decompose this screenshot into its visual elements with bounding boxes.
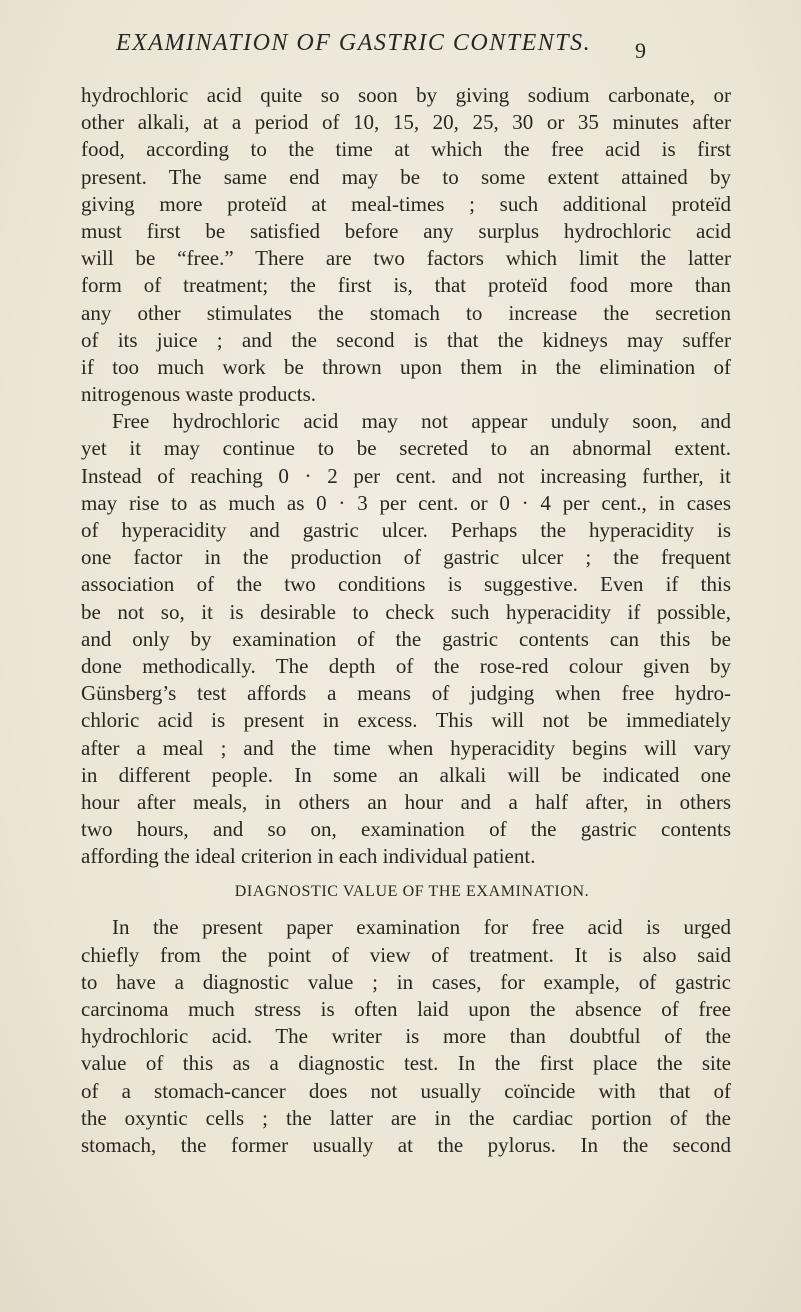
text-line: of its juice ; and the second is that the kidneys may suffer <box>81 327 731 352</box>
running-head: EXAMINATION OF GASTRIC CONTENTS. <box>116 30 592 56</box>
text-line: the oxyntic cells ; the latter are in the cardiac portion of the <box>81 1105 731 1130</box>
text-line: hour after meals, in others an hour and a half after, in others <box>81 789 731 814</box>
text-line: hydrochloric acid. The writer is more than doubtful of the <box>81 1024 731 1049</box>
text-line: hydrochloric acid quite so soon by giving sodium carbonate, or <box>81 83 731 107</box>
text-line: done methodically. The depth of the rose-red colour given by <box>81 653 731 678</box>
text-line: Instead of reaching 0 · 2 per cent. and not increasing further, it <box>81 463 731 488</box>
text-line: of a stomach-cancer does not usually coïncide with that of <box>81 1078 731 1103</box>
section-heading: DIAGNOSTIC VALUE OF THE EXAMINATION. <box>234 883 590 901</box>
body-text <box>81 82 731 1159</box>
text-line: chiefly from the point of view of treatment. It is also said <box>81 942 731 967</box>
text-line: must first be satisfied before any surplus hydrochloric acid <box>81 218 731 243</box>
text-line: and only by examination of the gastric contents can this be <box>81 626 731 651</box>
text-line: if too much work be thrown upon them in the elimination of <box>81 354 731 379</box>
text-line: association of the two conditions is suggestive. Even if this <box>81 572 731 597</box>
text-line: to have a diagnostic value ; in cases, for example, of gastric <box>81 969 731 994</box>
text-line: giving more proteïd at meal-times ; such additional proteïd <box>81 191 731 216</box>
paragraph-1 <box>81 82 731 408</box>
text-line: stomach, the former usually at the pylorus. In the second <box>81 1132 731 1157</box>
text-line: other alkali, at a period of 10, 15, 20, 25, 30 or 35 minutes after <box>81 110 731 135</box>
text-line: be not so, it is desirable to check such hyperacidity if possible, <box>81 599 731 624</box>
text-line: Free hydrochloric acid may not appear unduly soon, and <box>112 409 731 434</box>
text-line: any other stimulates the stomach to increase the secretion <box>81 300 731 325</box>
text-line: carcinoma much stress is often laid upon the absence of free <box>81 997 731 1021</box>
page-header <box>116 30 646 64</box>
text-line: two hours, and so on, examination of the gastric contents <box>81 817 731 842</box>
page-number: 9 <box>635 38 646 63</box>
text-line: chloric acid is present in excess. This will not be immediately <box>81 708 731 733</box>
text-line: Günsberg’s test affords a means of judging when free hydro- <box>81 681 731 706</box>
text-line: may rise to as much as 0 · 3 per cent. or 0 · 4 per cent., in cases <box>81 490 731 515</box>
text-line: one factor in the production of gastric ulcer ; the frequent <box>81 545 731 570</box>
text-line: of hyperacidity and gastric ulcer. Perhaps the hyperacidity is <box>81 518 731 542</box>
paragraph-3 <box>81 914 731 1159</box>
text-line: In the present paper examination for free acid is urged <box>112 915 731 940</box>
text-line: affording the ideal criterion in each individual patient. <box>81 844 536 869</box>
text-line: form of treatment; the first is, that proteïd food more than <box>81 273 731 298</box>
text-line: food, according to the time at which the free acid is first <box>81 137 731 162</box>
text-line: yet it may continue to be secreted to an abnormal extent. <box>81 436 731 461</box>
paragraph-2 <box>81 408 731 870</box>
text-line: will be “free.” There are two factors which limit the latter <box>81 246 731 271</box>
text-line: nitrogenous waste products. <box>81 382 317 407</box>
text-line: in different people. In some an alkali will be indicated one <box>81 762 731 787</box>
text-line: value of this as a diagnostic test. In the first place the site <box>81 1051 731 1076</box>
text-line: after a meal ; and the time when hyperacidity begins will vary <box>81 735 731 760</box>
text-line: present. The same end may be to some extent attained by <box>81 164 731 189</box>
